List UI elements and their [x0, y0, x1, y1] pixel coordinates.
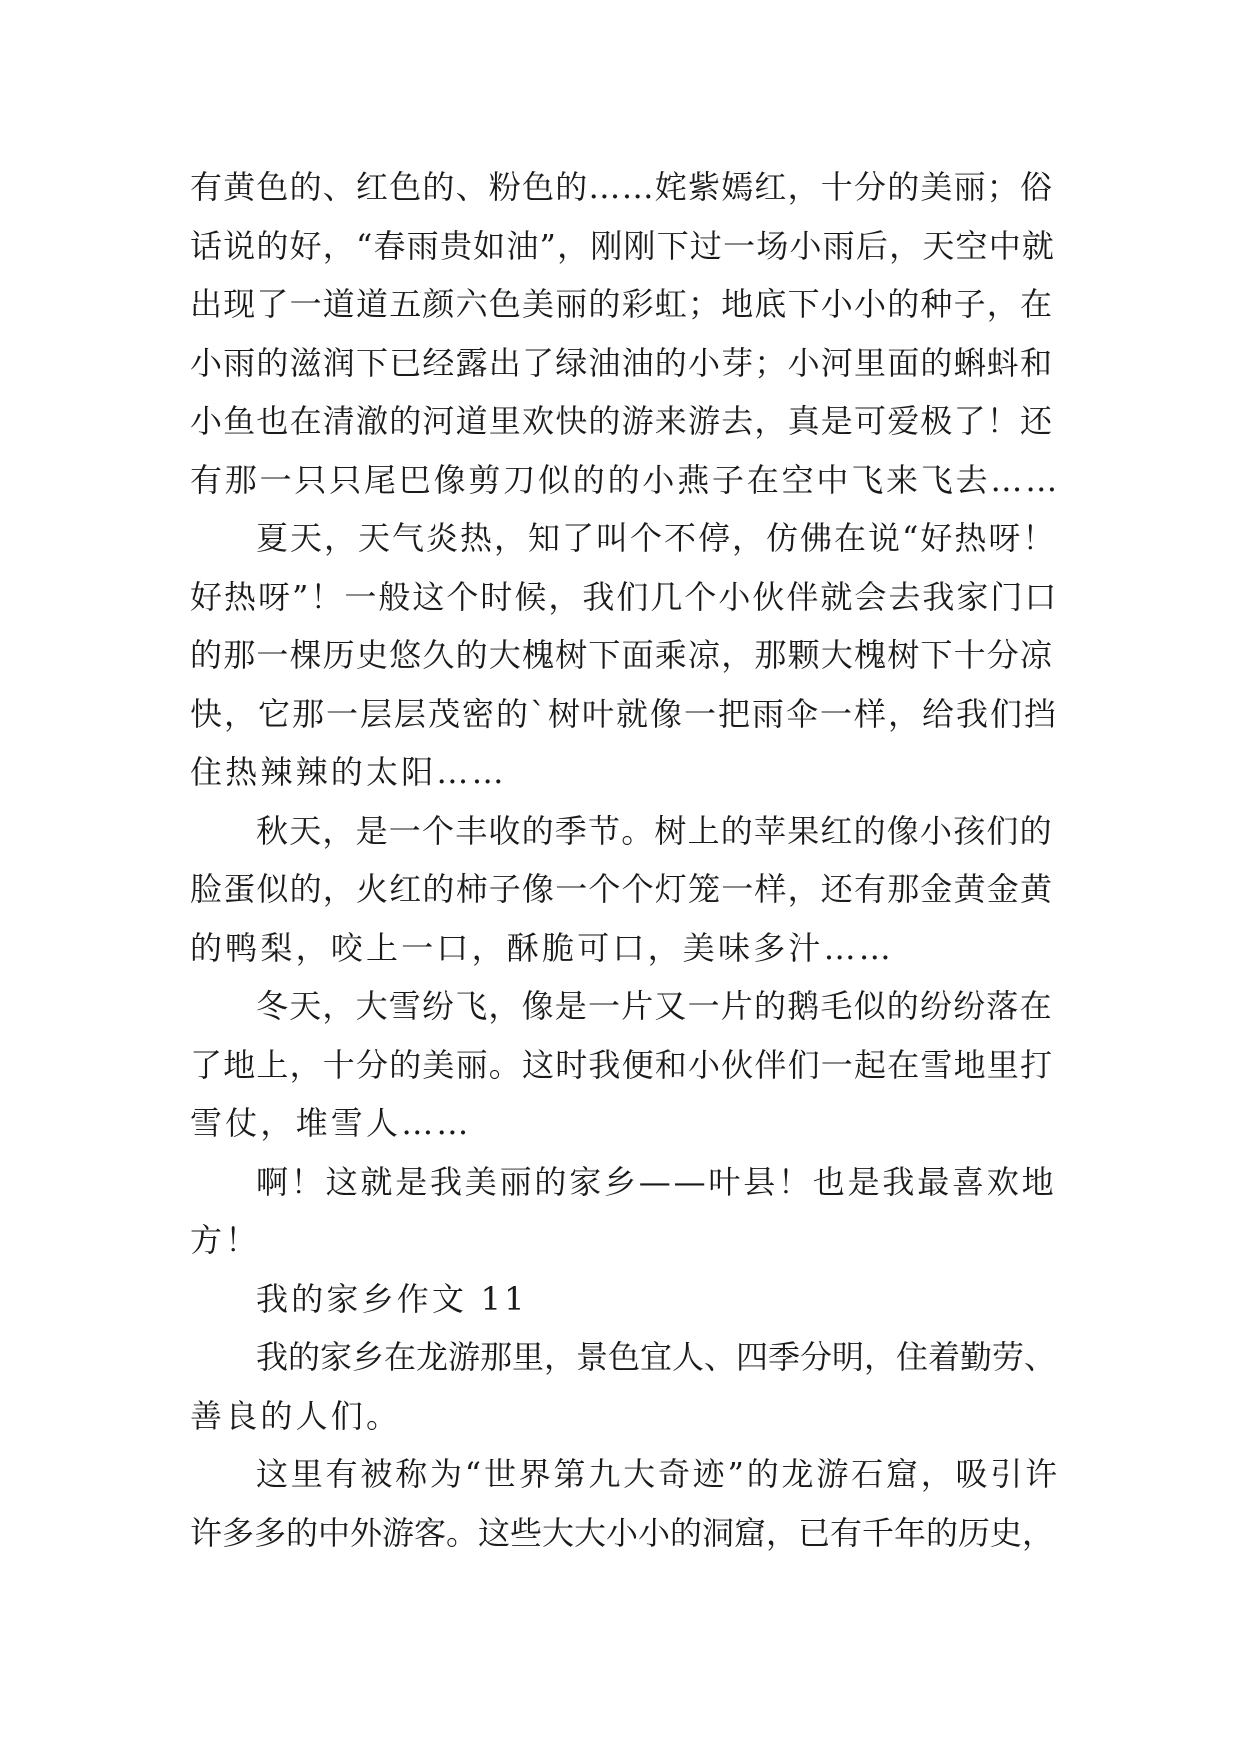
text-line: 的那一棵历史悠久的大槐树下面乘凉，那颗大槐树下十分凉 — [190, 636, 1054, 674]
text-line: 有那一只只尾巴像剪刀似的的小燕子在空中飞来飞去…… — [190, 460, 1061, 499]
text-line: 住热辣辣的太阳…… — [190, 753, 507, 791]
text-line: 我的家乡在龙游那里，景色宜人、四季分明，住着勤劳、 — [256, 1338, 1057, 1376]
text-line: 秋天，是一个丰收的季节。树上的苹果红的像小孩们的 — [256, 811, 1053, 850]
text-line: 许多多的中外游客。这些大大小小的洞窟，已有千年的历史， — [190, 1513, 1055, 1552]
text-line: 小雨的滋润下已经露出了绿油油的小芽；小河里面的蝌蚪和 — [190, 343, 1054, 382]
text-line: 夏天，天气炎热，知了叫个不停，仿佛在说“好热呀！ — [256, 519, 1057, 557]
text-line: 出现了一道道五颜六色美丽的彩虹；地底下小小的种子，在 — [190, 285, 1054, 323]
text-line: 这里有被称为“世界第九大奇迹”的龙游石窟，吸引许 — [256, 1455, 1060, 1493]
text-line: 啊！这就是我美丽的家乡——叶县！也是我最喜欢地 — [256, 1162, 1057, 1201]
text-line: 快，它那一层层茂密的`树叶就像一把雨伞一样，给我们挡 — [190, 694, 1059, 733]
text-line: 方！ — [190, 1221, 261, 1259]
text-line: 小鱼也在清澈的河道里欢快的游来游去，真是可爱极了！还 — [190, 402, 1054, 440]
text-line: 有黄色的、红色的、粉色的……姹紫嫣红，十分的美丽；俗 — [190, 168, 1054, 206]
text-line: 冬天，大雪纷飞，像是一片又一片的鹅毛似的纷纷落在 — [256, 987, 1053, 1025]
text-line: 好热呀”！一般这个时候，我们几个小伙伴就会去我家门口 — [190, 577, 1059, 616]
text-line: 雪仗，堆雪人…… — [190, 1104, 472, 1142]
text-line: 我的家乡作文 11 — [256, 1279, 528, 1318]
text-line: 了地上，十分的美丽。这时我便和小伙伴们一起在雪地里打 — [190, 1045, 1054, 1084]
document-body — [190, 158, 1060, 1562]
text-line: 话说的好，“春雨贵如油”，刚刚下过一场小雨后，天空中就 — [190, 226, 1056, 265]
text-line: 善良的人们。 — [190, 1396, 402, 1435]
text-line: 的鸭梨，咬上一口，酥脆可口，美味多汁…… — [190, 928, 895, 967]
text-line: 脸蛋似的，火红的柿子像一个个灯笼一样，还有那金黄金黄 — [190, 870, 1054, 908]
